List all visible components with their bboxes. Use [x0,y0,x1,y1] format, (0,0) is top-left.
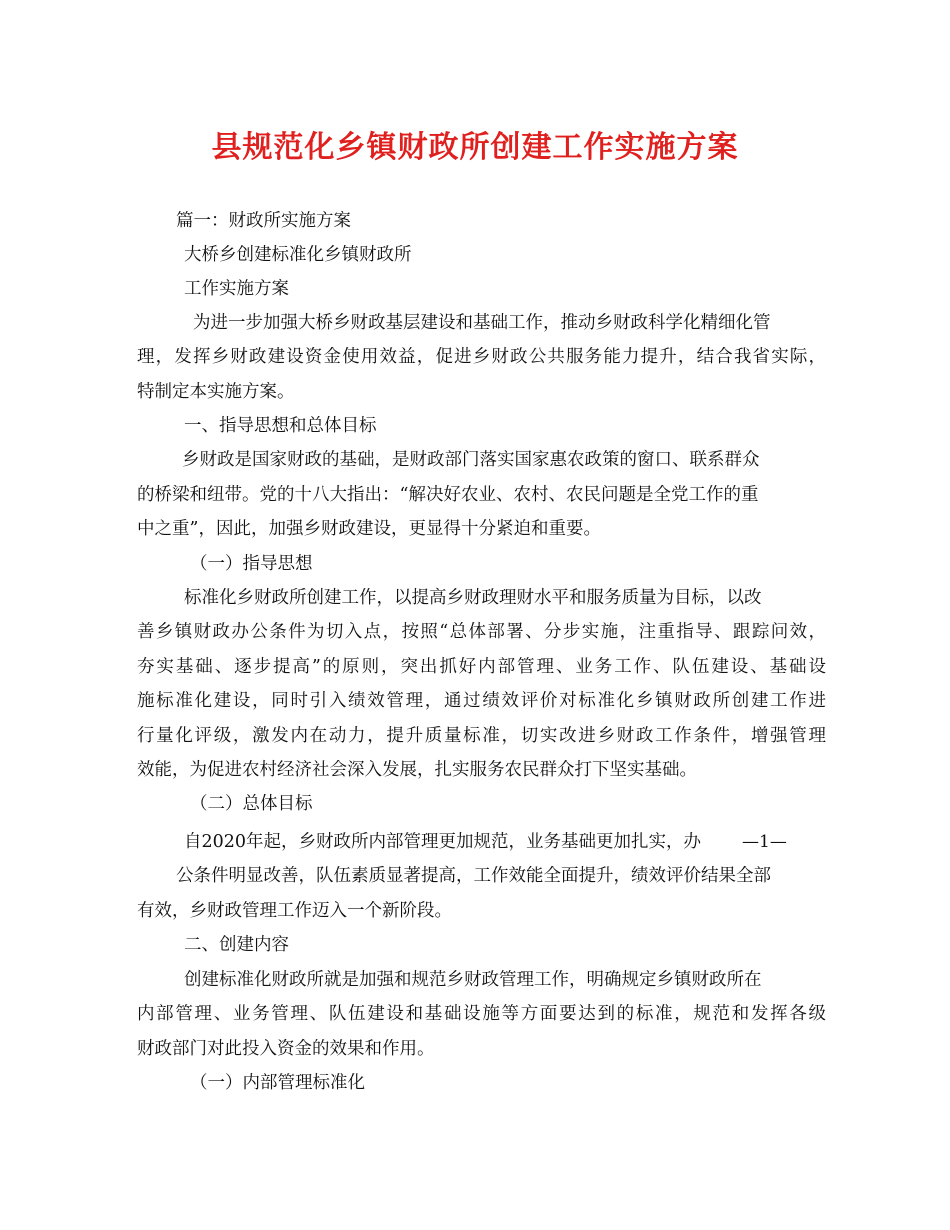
paragraph-line: 标准化乡财政所创建工作，以提高乡财政理财水平和服务质量为目标，以改 [184,588,762,608]
paragraph-line: 特制定本实施方案。 [137,382,295,402]
paragraph-line: 行量化评级，激发内在动力，提升质量标准，切实改进乡财政工作条件，增强管理 [137,726,826,746]
subsection-heading: （一）指导思想 [190,554,313,574]
paragraph-line: 公条件明显改善，队伍素质显著提高，工作效能全面提升，绩效评价结果全部 [176,866,771,886]
subsection-heading: （二）总体目标 [190,794,313,814]
paragraph-line: 夯实基础、逐步提高”的原则，突出抓好内部管理、业务工作、队伍建设、基础设 [137,657,826,677]
paragraph-line: 效能，为促进农村经济社会深入发展，扎实服务农民群众打下坚实基础。 [137,760,697,780]
section-heading: 二、创建内容 [184,935,289,955]
paragraph-line: 篇一：财政所实施方案 [176,211,351,231]
document-title: 县规范化乡镇财政所创建工作实施方案 [211,130,739,165]
paragraph-line: 中之重”，因此，加强乡财政建设，更显得十分紧迫和重要。 [137,519,601,539]
paragraph-line: 自2020年起，乡财政所内部管理更加规范，业务基础更加扎实，办 [184,832,702,852]
paragraph-line: 乡财政是国家财政的基础，是财政部门落实国家惠农政策的窗口、联系群众 [182,450,760,470]
paragraph-line: 有效，乡财政管理工作迈入一个新阶段。 [137,901,452,921]
paragraph-line: 大桥乡创建标准化乡镇财政所 [184,245,412,265]
subsection-heading: （一）内部管理标准化 [190,1073,365,1093]
paragraph-line: 创建标准化财政所就是加强和规范乡财政管理工作，明确规定乡镇财政所在 [184,970,762,990]
page-number: —1— [742,832,787,852]
paragraph-line: 善乡镇财政办公条件为切入点，按照“总体部署、分步实施，注重指导、跟踪问效， [137,622,826,642]
section-heading: 一、指导思想和总体目标 [184,416,377,436]
paragraph-line: 工作实施方案 [184,279,289,299]
paragraph-line: 的桥梁和纽带。党的十八大指出：“解决好农业、农村、农民问题是全党工作的重 [137,485,759,505]
paragraph-line: 理，发挥乡财政建设资金使用效益，促进乡财政公共服务能力提升，结合我省实际， [137,347,826,367]
paragraph-line: 为进一步加强大桥乡财政基层建设和基础工作，推动乡财政科学化精细化管 [193,313,771,333]
paragraph-line: 财政部门对此投入资金的效果和作用。 [137,1039,435,1059]
paragraph-line: 施标准化建设，同时引入绩效管理，通过绩效评价对标准化乡镇财政所创建工作进 [137,691,826,711]
paragraph-line: 内部管理、业务管理、队伍建设和基础设施等方面要达到的标准，规范和发挥各级 [137,1004,826,1024]
